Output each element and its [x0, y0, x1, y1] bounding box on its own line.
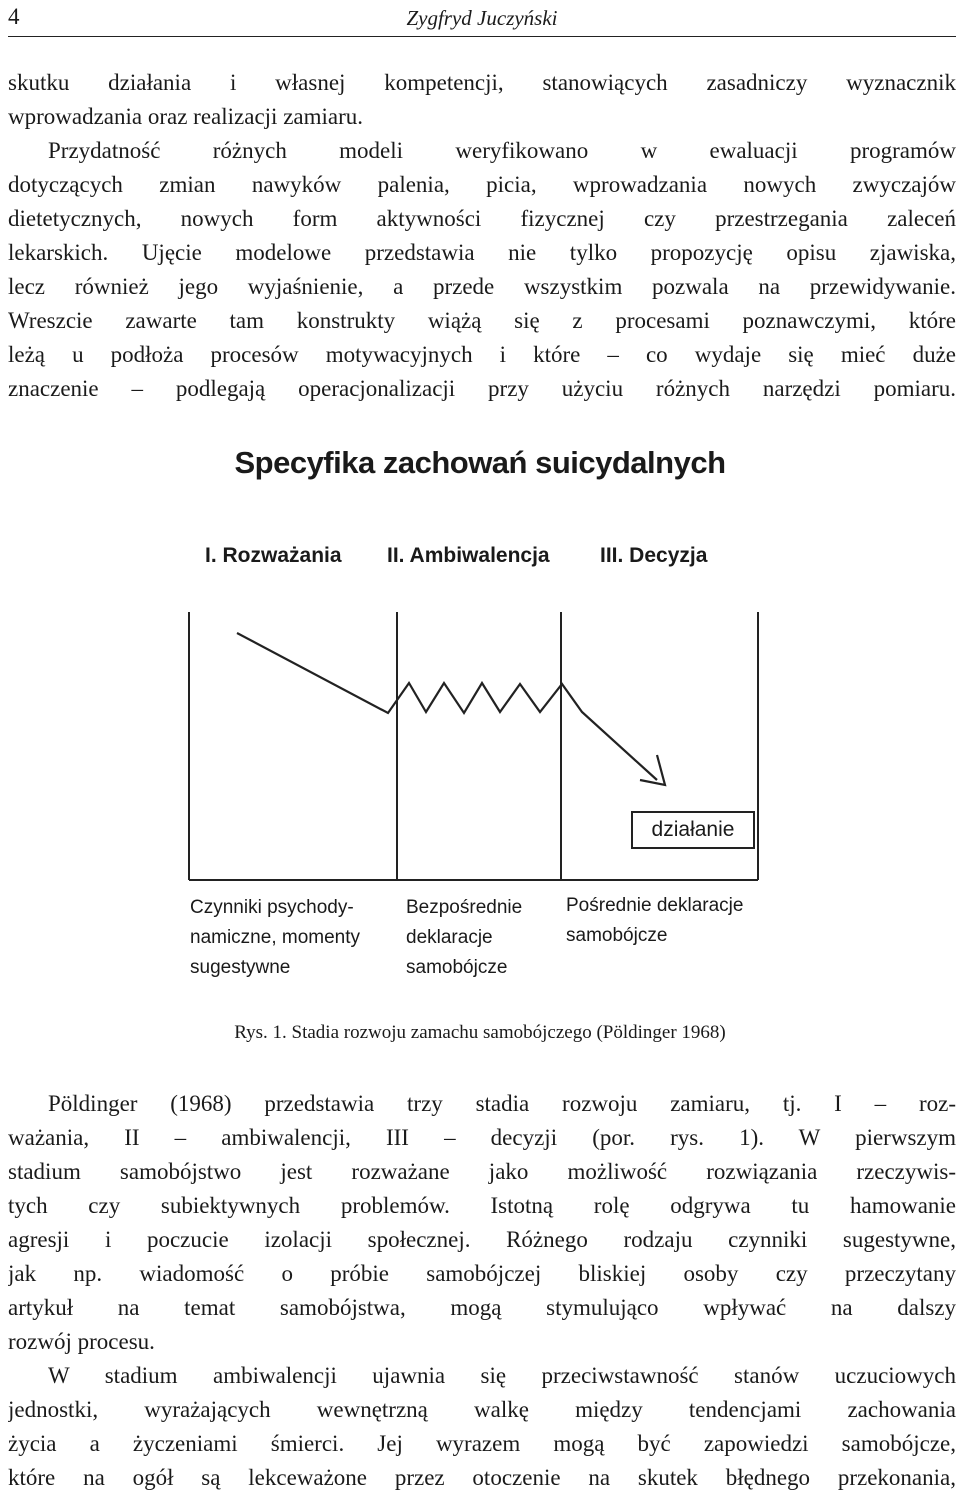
text-line: artykuł na temat samobójstwa, mogą stymulująco wpływać na dalszy: [8, 1295, 956, 1320]
figure-caption: Rys. 1. Stadia rozwoju zamachu samobójczego (Pöldinger 1968): [234, 1022, 726, 1043]
arrowhead-icon: [640, 755, 665, 785]
label-stage-3: Pośrednie deklaracje samobójcze: [566, 895, 744, 946]
text-line: jak np. wiadomość o próbie samobójczej bliskiej osoby czy przeczytany: [8, 1261, 956, 1286]
text-line: Przydatność różnych modeli weryfikowano w ewaluacji programów: [48, 138, 956, 163]
text-line: dietetycznych, nowych form aktywności fizycznej czy przestrzegania zaleceń: [8, 206, 956, 231]
text-line: Pöldinger (1968) przedstawia trzy stadia rozwoju zamiaru, tj. I – roz-: [48, 1091, 956, 1116]
text-line: życia a życzeniami śmierci. Jej wyrazem mogą być zapowiedzi samobójcze,: [8, 1431, 956, 1456]
figure-title: Specyfika zachowań suicydalnych: [234, 445, 726, 480]
text-line: stadium samobójstwo jest rozważane jako możliwość rozwiązania rzeczywis-: [8, 1159, 956, 1184]
text-line: rozwój procesu.: [8, 1329, 155, 1354]
text-line: W stadium ambiwalencji ujawnia się przeciwstawność stanów uczuciowych: [48, 1363, 956, 1388]
text-line: które na ogół są lekceważone przez otoczenie na skutek błędnego przekonania,: [8, 1465, 956, 1490]
text-line: dotyczących zmian nawyków palenia, picia, wprowadzania nowych zwyczajów: [8, 172, 956, 197]
paragraph-2: [8, 1087, 956, 1359]
course-line: [237, 633, 657, 780]
text-line: Wreszcie zawarte tam konstrukty wiążą się z procesami poznawczymi, które: [8, 308, 956, 333]
text-line: skutku działania i własnej kompetencji, stanowiących zasadniczy wyznacznik: [8, 70, 956, 95]
action-box: działanie: [631, 811, 755, 849]
label-stage-2: Bezpośrednie deklaracje samobójcze: [406, 897, 523, 978]
stage-label-3: III. Decyzja: [600, 544, 708, 567]
page-number: 4: [8, 4, 20, 29]
running-head-author: Zygfryd Juczyński: [406, 6, 558, 30]
label-stage-1: Czynniki psychody- namiczne, momenty sugestywne: [190, 897, 361, 978]
text-line: lecz również jego wyjaśnienie, a przede wszystkim pozwala na przewidywanie.: [8, 274, 956, 299]
text-line: znaczenie – podlegają operacjonalizacji przy użyciu różnych narzędzi pomiaru.: [8, 376, 956, 401]
text-line: jednostki, wyrażających wewnętrzną walkę między tendencjami zachowania: [8, 1397, 956, 1422]
text-line: ważania, II – ambiwalencji, III – decyzji (por. rys. 1). W pierwszym: [8, 1125, 956, 1150]
text-line: agresji i poczucie izolacji społecznej. Różnego rodzaju czynniki sugestywne,: [8, 1227, 956, 1252]
stage-label-1: I. Rozważania: [205, 544, 342, 567]
text-line: leżą u podłoża procesów motywacyjnych i które – co wydaje się mieć duże: [8, 342, 956, 367]
paragraph-3: [8, 1359, 956, 1495]
text-line: wprowadzania oraz realizacji zamiaru.: [8, 104, 364, 129]
stage-label-2: II. Ambiwalencja: [387, 544, 550, 567]
text-line: lekarskich. Ujęcie modelowe przedstawia nie tylko propozycję opisu zjawiska,: [8, 240, 956, 265]
text-line: tych czy subiektywnych problemów. Istotną rolę odgrywa tu hamowanie: [8, 1193, 956, 1218]
